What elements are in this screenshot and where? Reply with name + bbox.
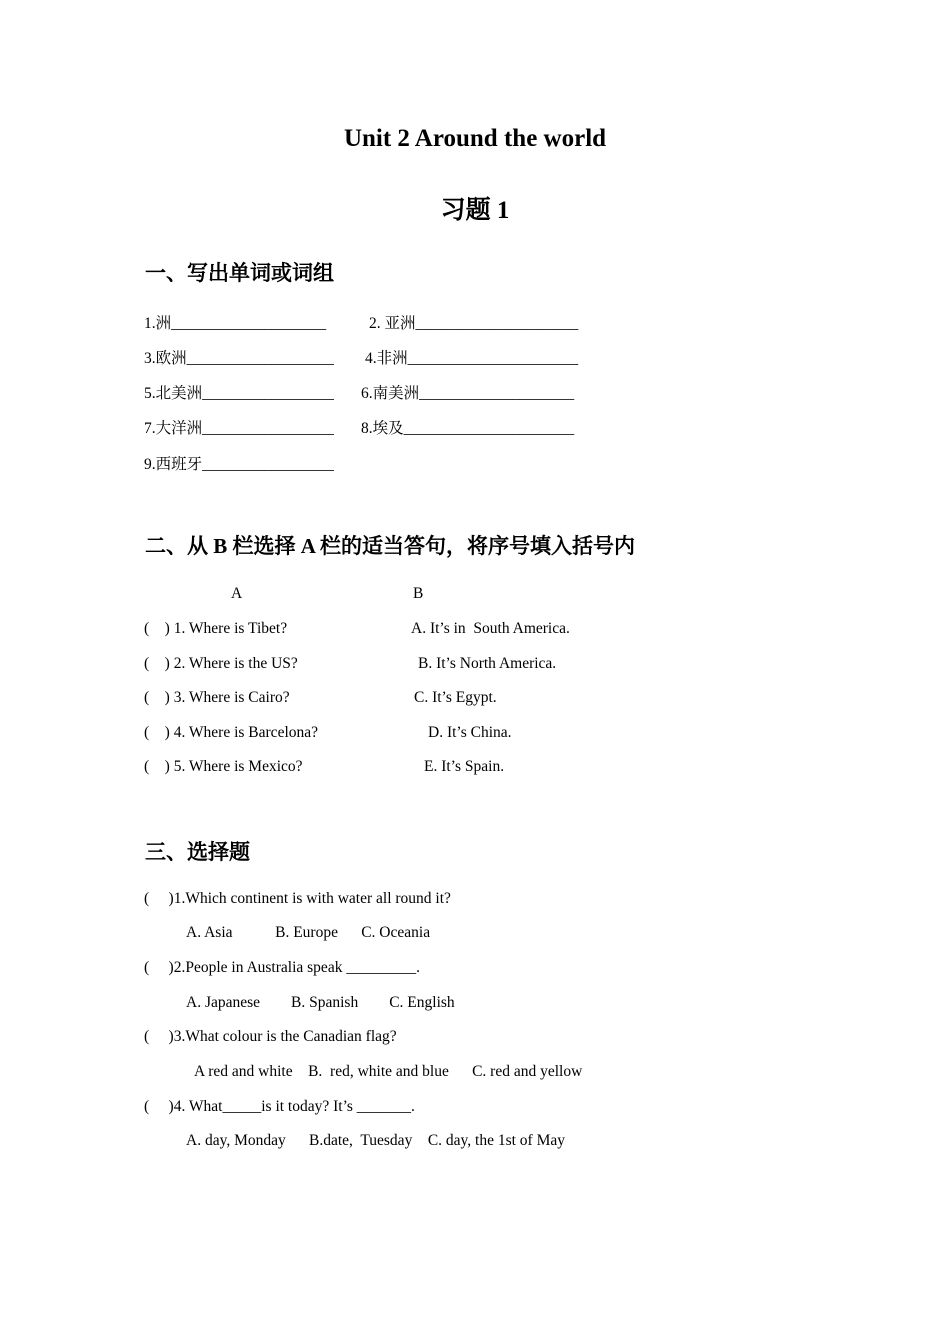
match-answer: D. It’s China.: [428, 724, 512, 741]
choice-question-options: A. day, Monday B.date, Tuesday C. day, the 1st of May: [186, 1132, 566, 1149]
page-subtitle: 习题 1: [440, 197, 510, 224]
match-answer: B. It’s North America.: [418, 655, 557, 672]
vocab-item: 3.欧洲___________________: [144, 350, 334, 367]
vocab-item: 4.非洲______________________: [365, 350, 579, 367]
vocab-item: 5.北美洲_________________: [144, 385, 334, 402]
match-question: ( ) 3. Where is Cairo?: [144, 689, 290, 706]
match-question: ( ) 2. Where is the US?: [144, 655, 298, 672]
match-answer: C. It’s Egypt.: [414, 689, 497, 706]
vocab-item: 1.洲____________________: [144, 315, 327, 332]
choice-question-options: A red and white B. red, white and blue C. red and yellow: [194, 1063, 583, 1080]
page-title: Unit 2 Around the world: [343, 125, 607, 152]
column-a-label: A: [231, 585, 243, 602]
match-question: ( ) 4. Where is Barcelona?: [144, 724, 319, 741]
vocab-item: 8.埃及______________________: [361, 420, 575, 437]
match-answer: E. It’s Spain.: [424, 758, 505, 775]
vocab-item: 2. 亚洲_____________________: [369, 315, 579, 332]
column-b-label: B: [413, 585, 424, 602]
match-answer: A. It’s in South America.: [411, 620, 570, 637]
section-3-heading: 三、选择题: [145, 840, 250, 864]
choice-question-options: A. Asia B. Europe C. Oceania: [186, 924, 431, 941]
choice-question-options: A. Japanese B. Spanish C. English: [186, 994, 455, 1011]
vocab-item: 7.大洋洲_________________: [144, 420, 334, 437]
choice-question-stem: ( )4. What_____is it today? It’s _______.: [144, 1098, 415, 1115]
choice-question-stem: ( )1.Which continent is with water all round it?: [144, 890, 451, 907]
match-question: ( ) 5. Where is Mexico?: [144, 758, 303, 775]
match-question: ( ) 1. Where is Tibet?: [144, 620, 288, 637]
vocab-item: 9.西班牙_________________: [144, 456, 334, 473]
section-2-heading: 二、从 B 栏选择 A 栏的适当答句，将序号填入括号内: [145, 534, 636, 558]
choice-question-stem: ( )3.What colour is the Canadian flag?: [144, 1028, 397, 1045]
vocab-item: 6.南美洲____________________: [361, 385, 575, 402]
section-1-heading: 一、写出单词或词组: [145, 261, 334, 285]
choice-question-stem: ( )2.People in Australia speak _________.: [144, 959, 420, 976]
